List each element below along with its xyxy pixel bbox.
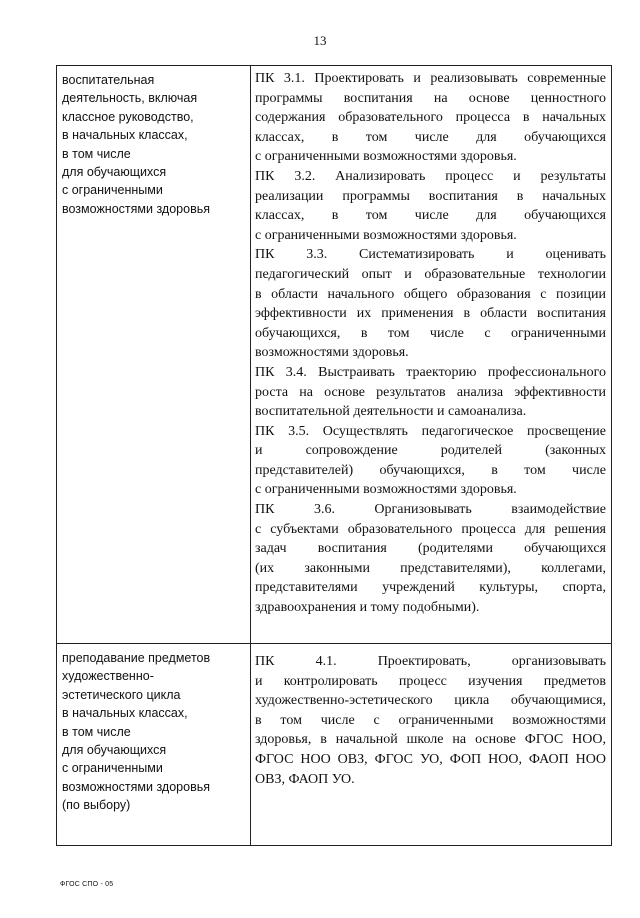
table-row	[57, 644, 612, 846]
competency-line: ПК 3.4. Выстраивать траекторию профессионального	[255, 364, 606, 380]
competency-line: возможностями здоровья.	[255, 345, 409, 361]
competencies-table	[56, 65, 612, 846]
competency-line: ФГОС НОО ОВЗ, ФГОС УО, ФОП НОО, ФАОП НОО	[255, 751, 606, 767]
competency-line: классах, в том числе для обучающихся	[255, 208, 606, 224]
activity-line: классное руководство,	[62, 109, 194, 124]
activity-line: возможностями здоровья	[62, 201, 210, 216]
activity-line: воспитательная	[62, 73, 155, 87]
activity-line: преподавание предметов	[62, 651, 211, 665]
competency-line: с ограниченными возможностями здоровья.	[255, 227, 517, 243]
competency-line: и сопровождение родителей (законных	[255, 443, 606, 459]
activity-line: деятельность, включая	[62, 91, 198, 106]
competencies-cell	[251, 66, 612, 644]
activity-line: с ограниченными	[62, 183, 163, 198]
activity-cell	[57, 644, 251, 846]
competency-line: с ограниченными возможностями здоровья.	[255, 482, 517, 498]
competency-line: с ограниченными возможностями здоровья.	[255, 149, 517, 165]
competency-line: ПК 3.2. Анализировать процесс и результаты	[255, 168, 606, 184]
competencies-cell	[251, 644, 612, 846]
competency-line: классах, в том числе для обучающихся	[255, 129, 606, 145]
activity-line: (по выбору)	[62, 798, 131, 813]
competency-line: ОВЗ, ФАОП УО.	[255, 771, 355, 787]
activity-line: для обучающихся	[62, 165, 167, 180]
competency-line: задач воспитания (родителями обучающихся	[255, 541, 606, 557]
competency-line: ПК 3.1. Проектировать и реализовывать современные	[255, 71, 606, 86]
footer-code: ФГОС СПО - 05	[60, 881, 114, 888]
competency-line: ПК 4.1. Проектировать, организовывать	[255, 654, 606, 669]
competency-line: ПК 3.5. Осуществлять педагогическое просвещение	[255, 423, 606, 439]
competency-line: с субъектами образовательного процесса для решения	[255, 521, 606, 537]
page-number: 13	[313, 33, 327, 48]
competency-line: педагогический опыт и образовательные технологии	[255, 266, 606, 282]
competency-line: эффективности их применения в области воспитания	[255, 306, 606, 322]
table-row	[57, 66, 612, 644]
competency-line: здравоохранения и тому подобными).	[255, 600, 480, 616]
competency-line: воспитательной деятельности и самоанализа.	[255, 404, 527, 420]
competency-line: (их законными представителями), коллегами,	[255, 560, 606, 576]
competency-line: ПК 3.3. Систематизировать и оценивать	[255, 247, 606, 263]
activity-line: в начальных классах,	[62, 706, 188, 721]
activity-line: эстетического цикла	[62, 687, 181, 702]
activity-cell	[57, 66, 251, 644]
competency-line: и контролировать процесс изучения предметов	[255, 673, 606, 689]
competency-line: здоровья, в начальной школе на основе ФГОС НОО,	[255, 732, 606, 748]
competency-line: представителей) обучающихся, в том числе	[255, 462, 606, 478]
activity-line: художественно-	[62, 669, 154, 684]
activity-line: для обучающихся	[62, 743, 167, 758]
competency-line: реализации программы воспитания в начальных	[255, 188, 606, 204]
activity-line: возможностями здоровья	[62, 779, 210, 794]
competency-line: программы воспитания на основе ценностного	[255, 90, 606, 106]
competency-line: представителями учреждений культуры, спорта,	[255, 580, 606, 596]
activity-line: в начальных классах,	[62, 128, 188, 143]
activity-line: с ограниченными	[62, 761, 163, 776]
competency-line: ПК 3.6. Организовывать взаимодействие	[255, 502, 606, 518]
competency-line: содержания образовательного процесса в начальных	[255, 110, 606, 126]
competency-line: обучающихся, в том числе с ограниченными	[255, 325, 606, 341]
competency-line: в том числе с ограниченными возможностями	[255, 712, 606, 728]
activity-line: в том числе	[62, 724, 131, 739]
activity-line: в том числе	[62, 146, 131, 161]
competency-line: роста на основе результатов анализа эффективности	[255, 384, 606, 400]
competency-line: художественно-эстетического цикла обучающимися,	[255, 693, 606, 709]
competency-line: в области начального общего образования с позиции	[255, 286, 606, 302]
